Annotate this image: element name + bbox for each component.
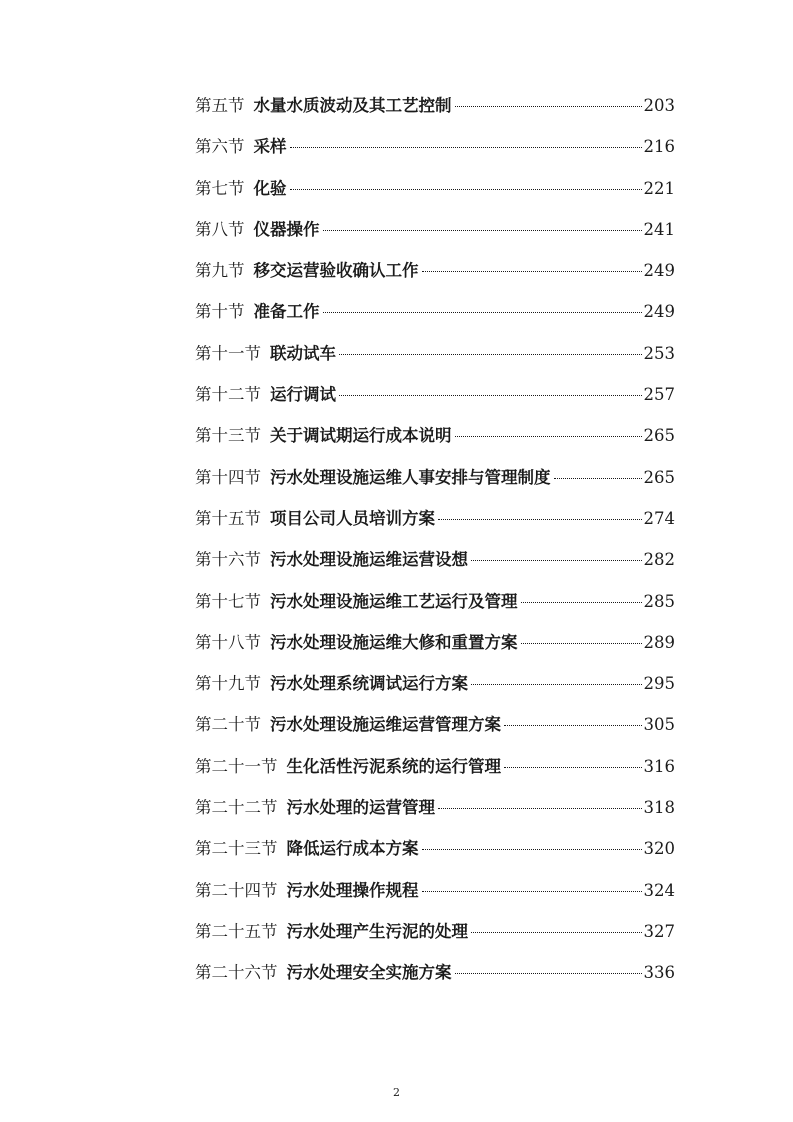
toc-page-number: 249 bbox=[643, 261, 675, 281]
toc-title: 准备工作 bbox=[253, 302, 320, 322]
toc-title: 污水处理设施运维运营管理方案 bbox=[270, 715, 501, 735]
toc-entry[interactable] bbox=[195, 711, 675, 752]
toc-title: 生化活性污泥系统的运行管理 bbox=[286, 756, 501, 776]
toc-page-number: 327 bbox=[643, 921, 675, 941]
toc-section-number: 第九节 bbox=[195, 261, 245, 281]
toc-section-number: 第十节 bbox=[195, 302, 245, 322]
toc-title: 污水处理设施运维人事安排与管理制度 bbox=[270, 467, 551, 487]
dot-leader bbox=[339, 354, 642, 355]
dot-leader bbox=[290, 189, 642, 190]
toc-page-number: 336 bbox=[643, 963, 675, 983]
toc-title: 采样 bbox=[253, 137, 287, 157]
dot-leader bbox=[438, 519, 642, 520]
toc-entry[interactable] bbox=[195, 216, 675, 257]
toc-title: 项目公司人员培训方案 bbox=[270, 508, 435, 528]
toc-page-number: 316 bbox=[643, 756, 675, 776]
toc-section-number: 第十六节 bbox=[195, 550, 261, 570]
toc-entry[interactable] bbox=[195, 298, 675, 339]
toc-entry[interactable] bbox=[195, 546, 675, 587]
toc-title: 水量水质波动及其工艺控制 bbox=[253, 96, 452, 115]
toc-entry[interactable] bbox=[195, 959, 675, 1000]
toc-section-number: 第十九节 bbox=[195, 674, 261, 694]
toc-title: 移交运营验收确认工作 bbox=[253, 261, 419, 281]
toc-section-number: 第二十二节 bbox=[195, 798, 278, 818]
toc-section-number: 第十五节 bbox=[195, 508, 261, 528]
toc-entry[interactable] bbox=[195, 464, 675, 505]
toc-title: 污水处理设施运维运营设想 bbox=[270, 550, 468, 570]
dot-leader bbox=[323, 312, 642, 313]
toc-section-number: 第十二节 bbox=[195, 385, 261, 405]
toc-entry[interactable] bbox=[195, 175, 675, 216]
toc-title: 关于调试期运行成本说明 bbox=[270, 426, 452, 446]
toc-section-number: 第八节 bbox=[195, 219, 245, 239]
toc-page-number: 265 bbox=[643, 467, 675, 487]
toc-title: 联动试车 bbox=[270, 343, 336, 363]
toc-page-number: 203 bbox=[643, 96, 675, 115]
toc-title: 仪器操作 bbox=[253, 219, 320, 239]
dot-leader bbox=[323, 230, 642, 231]
toc-section-number: 第七节 bbox=[195, 178, 245, 198]
toc-entry[interactable] bbox=[195, 340, 675, 381]
table-of-contents bbox=[195, 92, 675, 1001]
dot-leader bbox=[455, 973, 642, 974]
toc-page-number: 320 bbox=[643, 839, 675, 859]
dot-leader bbox=[455, 436, 642, 437]
toc-title: 降低运行成本方案 bbox=[286, 839, 419, 859]
toc-entry[interactable] bbox=[195, 133, 675, 174]
toc-section-number: 第二十六节 bbox=[195, 963, 278, 983]
toc-entry[interactable] bbox=[195, 794, 675, 835]
toc-section-number: 第十一节 bbox=[195, 343, 261, 363]
toc-section-number: 第二十三节 bbox=[195, 839, 278, 859]
dot-leader bbox=[422, 891, 642, 892]
toc-title: 化验 bbox=[253, 178, 287, 198]
toc-page-number: 253 bbox=[643, 343, 675, 363]
page-number: 2 bbox=[393, 1086, 400, 1099]
dot-leader bbox=[455, 106, 642, 107]
toc-page-number: 282 bbox=[643, 550, 675, 570]
toc-title: 污水处理操作规程 bbox=[286, 880, 419, 900]
toc-page-number: 318 bbox=[643, 798, 675, 818]
toc-page-number: 295 bbox=[643, 674, 675, 694]
toc-section-number: 第二十节 bbox=[195, 715, 261, 735]
toc-entry[interactable] bbox=[195, 835, 675, 876]
dot-leader bbox=[339, 395, 642, 396]
dot-leader bbox=[504, 767, 642, 768]
toc-page-number: 274 bbox=[643, 508, 675, 528]
dot-leader bbox=[521, 643, 642, 644]
dot-leader bbox=[504, 725, 642, 726]
toc-section-number: 第十七节 bbox=[195, 591, 261, 611]
toc-page-number: 257 bbox=[643, 385, 675, 405]
toc-entry[interactable] bbox=[195, 588, 675, 629]
toc-title: 污水处理产生污泥的处理 bbox=[286, 921, 468, 941]
toc-section-number: 第二十五节 bbox=[195, 921, 278, 941]
dot-leader bbox=[554, 478, 642, 479]
toc-entry[interactable] bbox=[195, 629, 675, 670]
toc-page-number: 241 bbox=[643, 219, 675, 239]
toc-page-number: 289 bbox=[643, 632, 675, 652]
dot-leader bbox=[422, 849, 642, 850]
toc-section-number: 第二十四节 bbox=[195, 880, 278, 900]
toc-entry[interactable] bbox=[195, 753, 675, 794]
toc-section-number: 第五节 bbox=[195, 96, 245, 115]
dot-leader bbox=[422, 271, 642, 272]
toc-title: 污水处理系统调试运行方案 bbox=[270, 674, 468, 694]
toc-title: 污水处理安全实施方案 bbox=[286, 963, 452, 983]
dot-leader bbox=[471, 684, 642, 685]
toc-entry[interactable] bbox=[195, 670, 675, 711]
toc-section-number: 第十三节 bbox=[195, 426, 261, 446]
dot-leader bbox=[471, 932, 642, 933]
toc-entry[interactable] bbox=[195, 505, 675, 546]
toc-entry[interactable] bbox=[195, 381, 675, 422]
dot-leader bbox=[290, 147, 642, 148]
dot-leader bbox=[521, 602, 642, 603]
toc-page-number: 265 bbox=[643, 426, 675, 446]
toc-section-number: 第六节 bbox=[195, 137, 245, 157]
toc-page-number: 216 bbox=[643, 137, 675, 157]
dot-leader bbox=[438, 808, 642, 809]
toc-title: 运行调试 bbox=[270, 385, 336, 405]
toc-entry[interactable] bbox=[195, 877, 675, 918]
dot-leader bbox=[471, 560, 642, 561]
toc-page-number: 324 bbox=[643, 880, 675, 900]
toc-page-number: 249 bbox=[643, 302, 675, 322]
toc-title: 污水处理的运营管理 bbox=[286, 798, 435, 818]
toc-title: 污水处理设施运维大修和重置方案 bbox=[270, 632, 518, 652]
toc-section-number: 第十八节 bbox=[195, 632, 261, 652]
toc-section-number: 第十四节 bbox=[195, 467, 261, 487]
toc-page-number: 221 bbox=[643, 178, 675, 198]
toc-entry[interactable] bbox=[195, 92, 675, 133]
toc-entry[interactable] bbox=[195, 918, 675, 959]
toc-page-number: 285 bbox=[643, 591, 675, 611]
toc-entry[interactable] bbox=[195, 257, 675, 298]
toc-entry[interactable] bbox=[195, 422, 675, 463]
toc-section-number: 第二十一节 bbox=[195, 756, 278, 776]
toc-title: 污水处理设施运维工艺运行及管理 bbox=[270, 591, 518, 611]
toc-page-number: 305 bbox=[643, 715, 675, 735]
